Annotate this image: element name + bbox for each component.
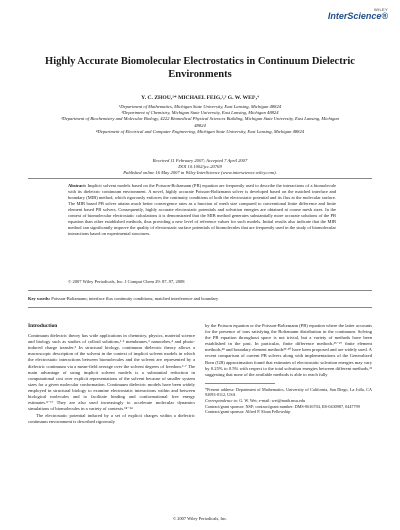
affiliation-3: ³Department of Biochemistry and Molecular Biology, 4222 Biomedical Physical Sciences Building, Michigan State University, East Lansing, Michigan 48824 [61, 116, 339, 128]
affiliation-1: ¹Department of Mathematics, Michigan State University, East Lansing, Michigan 48824 [118, 104, 282, 109]
footnote-divider [205, 383, 275, 384]
divider [28, 290, 372, 291]
footnote-label: Correspondence to: [205, 398, 239, 404]
keywords-text: Poisson-Boltzmann; interface flux continuity conditions; matched interference and boundary [51, 296, 219, 301]
logo-brand: InterScience® [327, 11, 388, 21]
divider [28, 178, 372, 179]
footnote-text: Contract/grant sponsor: Alfred P. Sloan Fellowship [205, 409, 291, 415]
divider [28, 307, 372, 308]
publisher-logo [328, 8, 388, 21]
abstract [68, 183, 336, 237]
abstract-text: Implicit solvent models based on the Poisson-Boltzmann (PB) equation are frequently used to describe the interactions of a biomolecule with its dielectric continuum environment. A novel, highly accurate Poisson-Boltzmann solver is developed based on the matched interface and boundary (MIB) method, which rigorously enforces the continuity conditions of both the electrostatic potential and its flux at the molecular surface. The MIB based PB solver attains much better convergence rates as a function of mesh size compared to conventional finite difference and finite element based PB solvers. Consequently, highly accurate electrostatic potentials and solvation energies are obtained at coarse mesh sizes. In the context of biomolecular electrostatic calculations it is demonstrated that the MIB method generates substantially more accurate solutions of the PB equation than other established methods, thus providing a new level of reference values for such models. Initial results also indicate that the MIB method can significantly improve the quality of electrostatic surface potentials of biomolecules that are frequently used in the study of biomolecular interactions based on experimental structures. [68, 183, 336, 236]
intro-right-column [205, 323, 372, 415]
keywords-label: Key words: [28, 296, 51, 301]
body-paragraph: The electrostatic potential induced by a set of explicit charges within a dielectric continuum environment is described rigorously [28, 413, 195, 425]
intro-left-column [28, 323, 195, 427]
received-accepted: Received 11 February 2007; Accepted 7 April 2007 [152, 158, 248, 163]
affiliations [60, 104, 340, 135]
footnote [205, 409, 372, 415]
footnote [205, 387, 372, 398]
abstract-label: Abstract: [68, 183, 87, 188]
author-list: Y. C. ZHOU,¹* MICHAEL FEIG,²,³ G. W. WEI¹,⁴ [141, 95, 259, 101]
publication-dates [60, 158, 340, 177]
affiliation-4: ⁴Department of Electrical and Computer Engineering, Michigan State University, East Lansing, Michigan 48824 [95, 128, 305, 134]
page-footer: © 2007 Wiley Periodicals, Inc. [172, 516, 228, 521]
affiliation-2: ²Department of Chemistry, Michigan State University, East Lansing, Michigan 48824 [121, 110, 279, 116]
copyright-citation: © 2007 Wiley Periodicals, Inc. J Comput Chem 29: 87–97, 2008 [68, 279, 185, 284]
footnote-text: G. W. Wei; e-mail: wei@math.msu.edu [239, 398, 306, 404]
body-paragraph: Continuum dielectric theory has wide applications in chemistry, physics, material science and biology such as studies of colloid solutions,¹·² membranes,³ nanoorbes,⁴ and photo-induced charge transfer.⁵ In structural biology, continuum dielectric theory allows a macroscopic description of the solvent in the context of implicit solvent models in which the electrostatic interactions between biomolecules and the solvent are represented by a dielectric continuum via a mean-field average over the solvent degrees of freedom.⁶·⁷ The main advantage of using implicit solvent models is a substantial reduction in computational cost over explicit representations of the solvent because of smaller system sizes for a given molecular conformation. Continuum dielectric models have been widely employed in structural biology to examine electrostatic interactions within and between biological molecules and to facilitate binding and conformational free energy estimates.⁸⁻¹⁷ They are also used increasingly to accelerate molecular dynamics simulations of biomolecules in a variety of contexts.¹⁸⁻²⁴ [28, 333, 195, 412]
published-online: Published online 16 May 2007 in Wiley InterScience (www.interscience.wiley.com). [123, 170, 277, 176]
keywords [28, 296, 372, 301]
logo-publisher: WILEY [374, 7, 388, 12]
doi: DOI 10.1002/jcc.20769 [178, 164, 222, 170]
footnote-text: *Present address: Department of Mathematics, University of California, San Diego, La Jolla, CA 92093-0112, USA [205, 386, 372, 398]
paper-title: Highly Accurate Biomolecular Electrostatics in Continuum Dielectric Environments [45, 56, 355, 80]
body-paragraph: by the Poisson equation or the Poisson-Boltzmann (PB) equation where the latter accounts for the presence of ions satisfying the Boltzmann distribution in the continuum. Solving the PB equation throughout space is not trivial, but a variety of methods have been established in the past. In particular, finite difference methods,²⁵⁻²⁷ finite element methods,²⁸ and boundary element methods²⁹·³⁰ have been proposed and are widely used. A recent comparison of current PB solvers along with implementations of the Generalized Born (GB) approximation found that estimates of electrostatic solvation energies may vary by 0.25% to 0.5% with respect to the total solvation energies between different methods,³¹ suggesting that none of the available methods is able to reach fully [205, 323, 372, 377]
section-heading: Introduction [28, 323, 58, 329]
footnote-text: Contract/grant sponsor: NSF; contract/grant number: DMS-0616704, IIS-0430987, 0447799 [205, 403, 360, 409]
